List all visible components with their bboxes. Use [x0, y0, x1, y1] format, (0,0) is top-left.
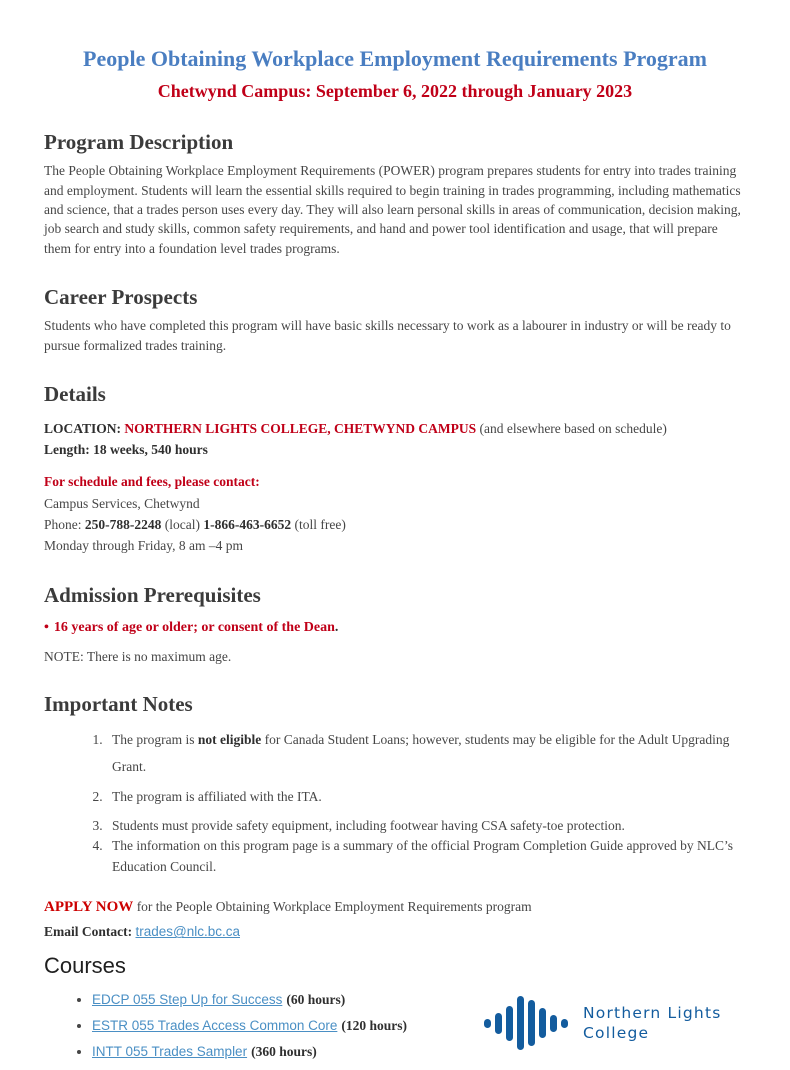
page-subtitle: Chetwynd Campus: September 6, 2022 through January 2023	[157, 81, 633, 102]
details-block	[44, 420, 746, 555]
logo-waveform-icon	[484, 991, 568, 1055]
course-link[interactable]: INTT 055 Trades Sampler	[92, 1044, 248, 1060]
important-note-item: 1. The program is not eligible for Canada Student Loans; however, students may be eligible for the Adult Upgrading Grant.	[106, 726, 746, 780]
phone-local-suffix: (local)	[161, 517, 204, 533]
course-hours: (120 hours)	[341, 1018, 407, 1034]
course-item	[92, 992, 484, 1008]
length-line: Length: 18 weeks, 540 hours	[44, 442, 208, 458]
logo-bar	[550, 1015, 557, 1032]
course-link[interactable]: EDCP 055 Step Up for Success	[92, 992, 283, 1008]
phone-tollfree-suffix: (toll free)	[291, 517, 346, 533]
section-important-notes	[44, 692, 746, 878]
courses-heading: Courses	[44, 953, 126, 979]
location-value: NORTHERN LIGHTS COLLEGE, CHETWYND CAMPUS	[124, 421, 477, 437]
email-contact-link[interactable]: trades@nlc.bc.ca	[135, 924, 240, 940]
admission-requirement-text: 16 years of age or older; or consent of the Dean	[53, 619, 335, 635]
section-details	[44, 382, 746, 555]
details-heading: Details	[44, 382, 106, 407]
admission-note: NOTE: There is no maximum age.	[44, 648, 232, 664]
location-line	[44, 420, 746, 439]
email-contact-line	[44, 924, 746, 940]
logo-dot	[561, 1019, 568, 1028]
admission-requirement-period: .	[334, 619, 339, 635]
logo-bar	[539, 1008, 546, 1038]
important-note-item: 4. The information on this program page is a summary of the official Program Completion Guide approved by NLC’s Education Council.	[106, 836, 746, 878]
courses-column	[44, 981, 484, 1070]
bullet-icon: •	[44, 619, 49, 635]
course-hours: (60 hours)	[286, 992, 346, 1008]
career-prospects-body: Students who have completed this program will have basic skills necessary to work as a labourer in industry or will be ready to pursue formalized trades training.	[44, 318, 731, 353]
course-hours: (360 hours)	[251, 1044, 317, 1060]
important-notes-heading: Important Notes	[44, 691, 193, 716]
logo-bar	[517, 996, 524, 1050]
logo-text-line1: Northern Lights	[583, 1004, 722, 1023]
apply-line	[44, 899, 746, 916]
apply-text: for the People Obtaining Workplace Employment Requirements program	[133, 899, 532, 915]
course-link[interactable]: ESTR 055 Trades Access Common Core	[92, 1018, 338, 1034]
courses-row	[44, 981, 746, 1070]
phone-tollfree-number: 1-866-463-6652	[203, 517, 292, 533]
course-item	[92, 1044, 484, 1060]
phone-local-number: 250-788-2248	[84, 517, 162, 533]
apply-now-link[interactable]: APPLY NOW	[44, 899, 134, 916]
logo-bar	[495, 1013, 502, 1034]
contact-name: Campus Services, Chetwynd	[44, 496, 200, 512]
section-admission	[44, 583, 746, 665]
logo-text	[583, 1003, 722, 1043]
admission-requirement	[44, 619, 746, 638]
contact-heading: For schedule and fees, please contact:	[44, 474, 260, 490]
course-item	[92, 1018, 484, 1034]
northern-lights-college-logo	[484, 991, 746, 1055]
program-description-heading: Program Description	[44, 129, 234, 154]
important-note-item: 3. Students must provide safety equipment, including footwear having CSA safety-toe protection.	[106, 816, 746, 836]
admission-heading: Admission Prerequisites	[44, 582, 261, 607]
logo-text-line2: College	[583, 1024, 650, 1043]
page-title: People Obtaining Workplace Employment Requirements Program	[83, 46, 707, 71]
logo-dot	[484, 1019, 491, 1028]
section-career-prospects	[44, 285, 746, 355]
important-note-item: 2. The program is affiliated with the ITA.	[106, 787, 746, 807]
email-contact-label: Email Contact:	[44, 924, 136, 940]
logo-bar	[506, 1006, 513, 1041]
location-suffix: (and elsewhere based on schedule)	[476, 421, 667, 437]
phone-line	[44, 516, 746, 535]
office-hours-line: Monday through Friday, 8 am –4 pm	[44, 537, 243, 553]
program-description-body: The People Obtaining Workplace Employment Requirements (POWER) program prepares students for entry into trades training and employment. Students will learn the essential skills required to begin training in trades programming, including mathematics and science, that a trades person uses every day. They will also learn personal skills in areas of communication, decision making, job search and study skills, common safety requirements, and hand and power tool identification and usage, that will prepare them for entry into a foundation level trades programs.	[44, 163, 741, 256]
section-program-description	[44, 130, 746, 258]
location-label: LOCATION:	[44, 421, 125, 437]
logo-bar	[528, 1000, 535, 1046]
important-notes-list	[44, 726, 746, 878]
career-prospects-heading: Career Prospects	[44, 285, 198, 310]
courses-list	[44, 992, 484, 1060]
phone-label: Phone:	[44, 517, 85, 533]
